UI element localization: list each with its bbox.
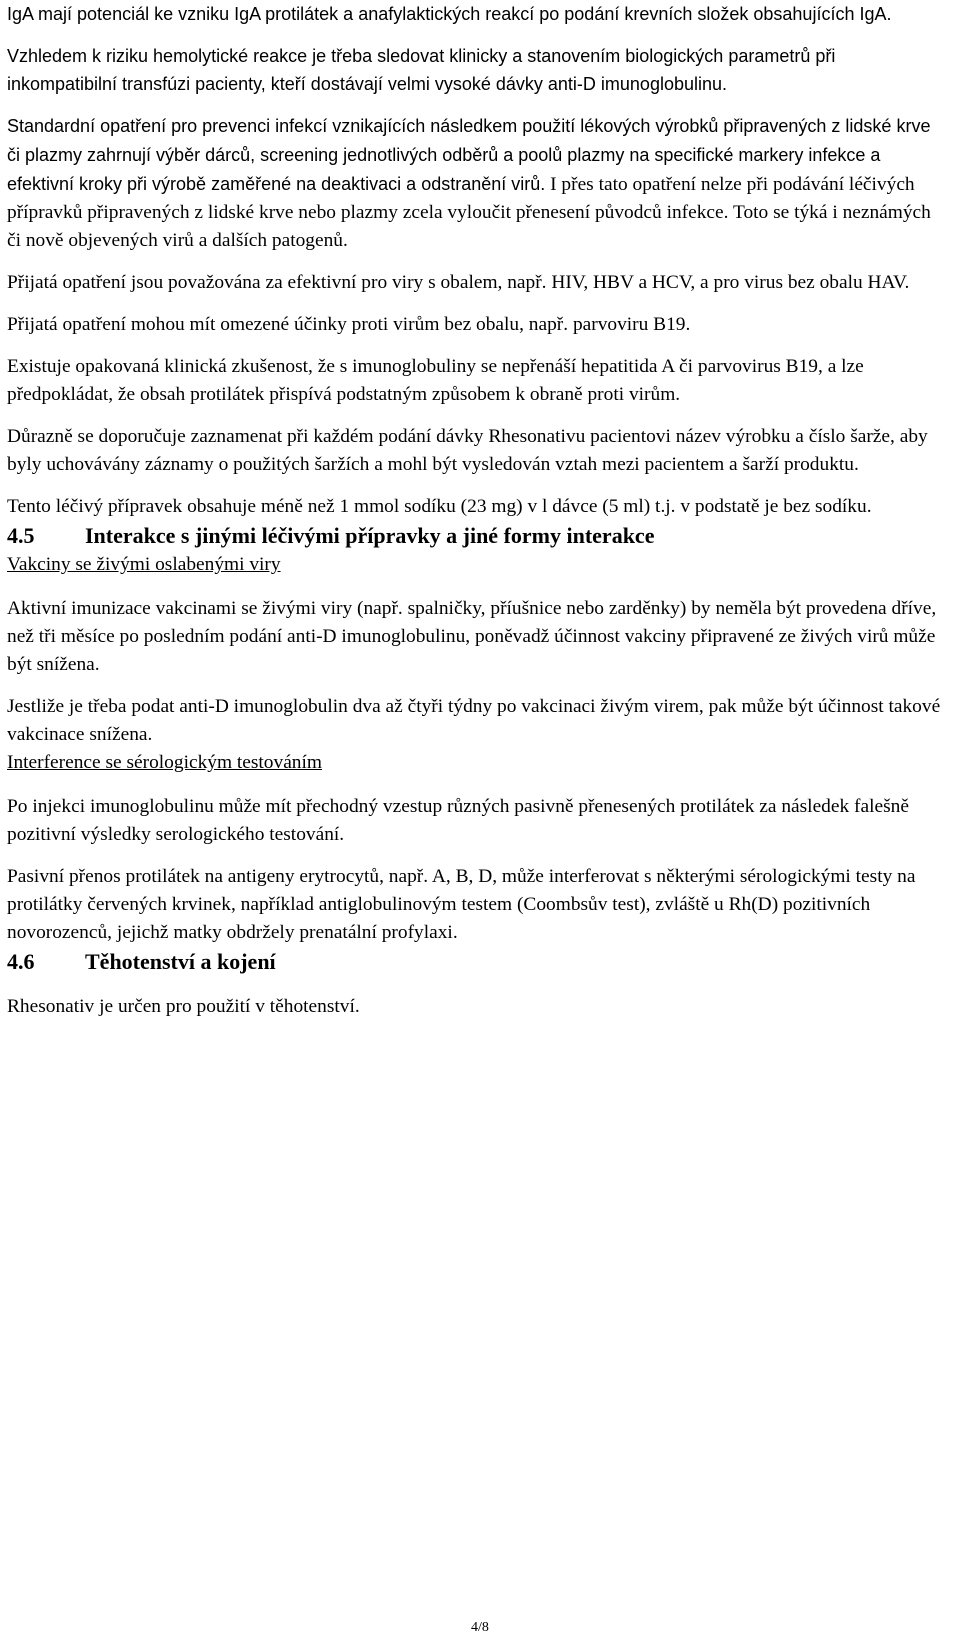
- paragraph-passive-transfer: Pasivní přenos protilátek na antigeny erytrocytů, např. A, B, D, může interferovat s některými sérologickými testy na protilátky červených krvinek, například antiglobulinovým testem (Coombsův test), zvláště u Rh(D) pozitivních novorozenců, jejichž matky obdržely prenatální profylaxi.: [7, 866, 916, 943]
- paragraph-sodium-content: Tento léčivý přípravek obsahuje méně než 1 mmol sodíku (23 mg) v l dávce (5 ml) t.j. v podstatě je bez sodíku.: [7, 496, 872, 517]
- section-number: 4.5: [7, 523, 35, 548]
- subheading-live-vaccines: Vakciny se živými oslabenými viry: [7, 554, 281, 575]
- page-number: 4/8: [471, 1620, 489, 1635]
- section-title: Těhotenství a kojení: [85, 949, 276, 974]
- section-title: Interakce s jinými léčivými přípravky a jiné formy interakce: [85, 523, 655, 548]
- paragraph-batch-recording: Důrazně se doporučuje zaznamenat při každém podání dávky Rhesonativu pacientovi název výrobku a číslo šarže, aby byly uchovávány záznamy o použitých šaržích a mohl být vysledován vztah mezi pacientem a šarží produktu.: [7, 426, 928, 475]
- paragraph-infection-prevention-part1: Standardní opatření pro prevenci infekcí vznikajících následkem použití lékových výrobků připravených z lidské krve či plazmy zahrnují výběr dárců, screening jednotlivých odběrů a poolů plazmy na specifické markery infekce a efektivní kroky při výrobě zaměřené na deaktivaci a odstranění virů.: [7, 116, 931, 194]
- section-heading-pregnancy: [7, 947, 947, 977]
- paragraph-pregnancy-use: Rhesonativ je určen pro použití v těhotenství.: [7, 996, 360, 1017]
- paragraph-active-immunization: Aktivní imunizace vakcinami se živými viry (např. spalničky, příušnice nebo zarděnky) by neměla být provedena dříve, než tři měsíce po posledním podání anti-D imunoglobulinu, poněvadž účinnost vakciny připravené ze živých virů může být snížena.: [7, 598, 937, 675]
- subheading-serological-interference: Interference se sérologickým testováním: [7, 752, 322, 773]
- section-number: 4.6: [7, 949, 35, 974]
- paragraph-clinical-experience: Existuje opakovaná klinická zkušenost, že s imunoglobuliny se nepřenáší hepatitida A či parvovirus B19, a lze předpokládat, že obsah protilátek přispívá podstatným způsobem k obraně proti virům.: [7, 356, 864, 405]
- section-heading-interactions: [7, 521, 947, 551]
- document-page: [7, 0, 947, 1021]
- paragraph-enveloped-viruses: Přijatá opatření jsou považována za efektivní pro viry s obalem, např. HIV, HBV a HCV, a pro virus bez obalu HAV.: [7, 272, 910, 293]
- paragraph-hemolytic-reaction: Vzhledem k riziku hemolytické reakce je třeba sledovat klinicky a stanovením biologických parametrů při inkompatibilní transfúzi pacienty, kteří dostávají velmi vysoké dávky anti-D imunoglobulinu.: [7, 46, 836, 94]
- paragraph-infection-prevention: [7, 112, 947, 255]
- paragraph-iga: IgA mají potenciál ke vzniku IgA protilátek a anafylaktických reakcí po podání krevních složek obsahujících IgA.: [7, 4, 892, 24]
- paragraph-non-enveloped-viruses: Přijatá opatření mohou mít omezené účinky proti virům bez obalu, např. parvoviru B19.: [7, 314, 691, 335]
- paragraph-vaccination-timing: Jestliže je třeba podat anti-D imunoglobulin dva až čtyři týdny po vakcinaci živým virem, pak může být účinnost takové vakcinace snížena.: [7, 696, 941, 745]
- paragraph-infection-prevention-part2: I přes tato opatření nelze při podávání léčivých přípravků připravených z lidské krve nebo plazmy zcela vyloučit přenesení původců infekce. Toto se týká i neznámých či nově objevených virů a dalších patogenů.: [7, 174, 931, 251]
- paragraph-false-positive: Po injekci imunoglobulinu může mít přechodný vzestup různých pasivně přenesených protilátek za následek falešně pozitivní výsledky serologického testování.: [7, 796, 909, 845]
